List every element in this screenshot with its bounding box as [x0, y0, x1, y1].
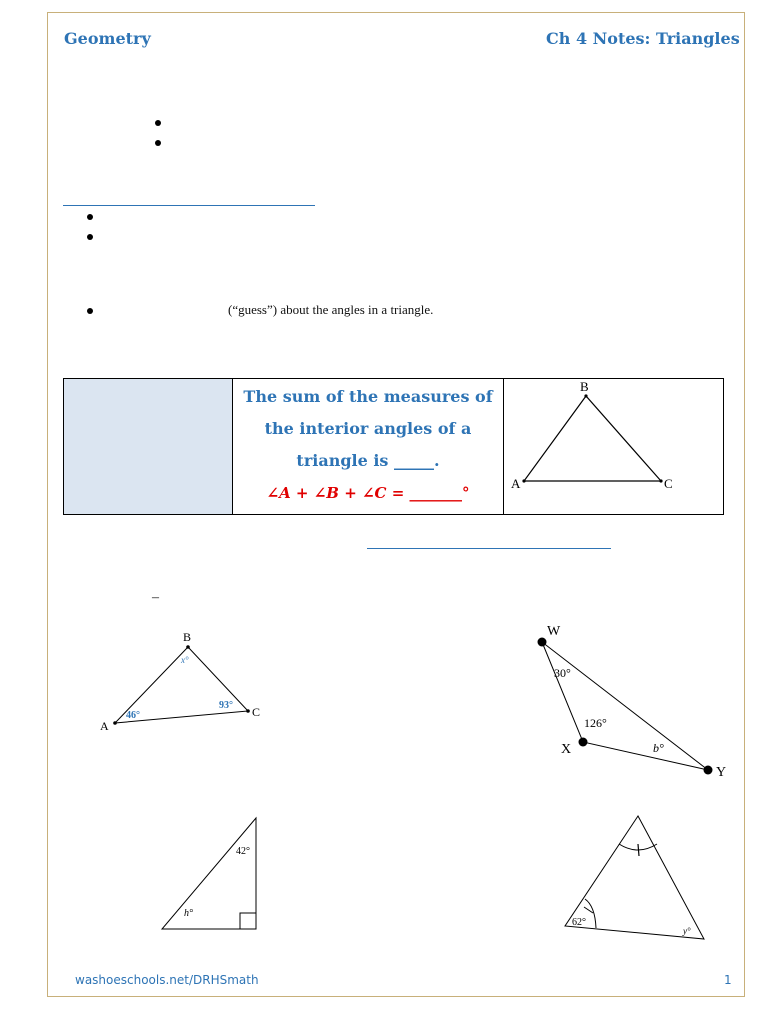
angle-right-label: y°	[683, 926, 691, 936]
theorem-equation: ∠A + ∠B + ∠C = _______°	[266, 484, 470, 502]
angle-tick-mark	[638, 844, 639, 856]
footer-page-number: 1	[724, 973, 732, 987]
theorem-statement-cell	[233, 379, 504, 514]
theorem-line-1: The sum of the measures of	[243, 387, 493, 406]
angle-y-label: b°	[653, 741, 664, 755]
theorem-triangle-diagram	[504, 379, 723, 514]
theorem-diagram-cell	[504, 379, 723, 514]
blank-underline	[367, 548, 611, 549]
angle-left-label: h°	[184, 908, 193, 919]
example-3-right-triangle	[155, 812, 270, 937]
example-1-triangle	[95, 625, 275, 740]
example-dash: –	[152, 590, 159, 605]
vertex-label-w: W	[547, 624, 561, 639]
example-2-triangle	[530, 618, 730, 783]
bullet	[155, 120, 161, 126]
header-subject: Geometry	[64, 29, 151, 48]
header-chapter: Ch 4 Notes: Triangles	[546, 29, 740, 48]
vertex-label-b: B	[580, 379, 589, 394]
blank-heading-underline	[63, 205, 315, 206]
theorem-table	[63, 378, 724, 515]
angle-a-label: 46°	[126, 710, 140, 721]
bullet	[155, 140, 161, 146]
angle-b-label: x°	[181, 655, 189, 665]
theorem-line-2: the interior angles of a	[264, 419, 472, 438]
vertex-label-c: C	[252, 705, 261, 719]
vertex-label-a: A	[100, 719, 109, 733]
theorem-line-3: triangle is _____.	[296, 451, 440, 470]
footer-site-link[interactable]: washoeschools.net/DRHSmath	[75, 973, 259, 987]
vertex-label-b: B	[183, 630, 192, 644]
vertex-label-c: C	[664, 476, 673, 491]
vertex-label-x: X	[561, 742, 572, 757]
bullet	[87, 214, 93, 220]
angle-w-label: 30°	[554, 666, 571, 680]
angle-arc-left	[585, 899, 596, 928]
conjecture-text: (“guess”) about the angles in a triangle.	[228, 302, 434, 317]
theorem-name-cell	[64, 379, 233, 514]
angle-x-label: 126°	[584, 716, 607, 730]
angle-top-label: 42°	[236, 846, 250, 857]
angle-c-label: 93°	[219, 700, 233, 711]
vertex-label-a: A	[511, 476, 521, 491]
vertex-label-y: Y	[716, 765, 727, 780]
example-4-triangle	[555, 808, 725, 948]
bullet	[87, 308, 93, 314]
right-angle-marker	[240, 913, 256, 929]
bullet	[87, 234, 93, 240]
angle-left-label: 62°	[572, 917, 586, 928]
